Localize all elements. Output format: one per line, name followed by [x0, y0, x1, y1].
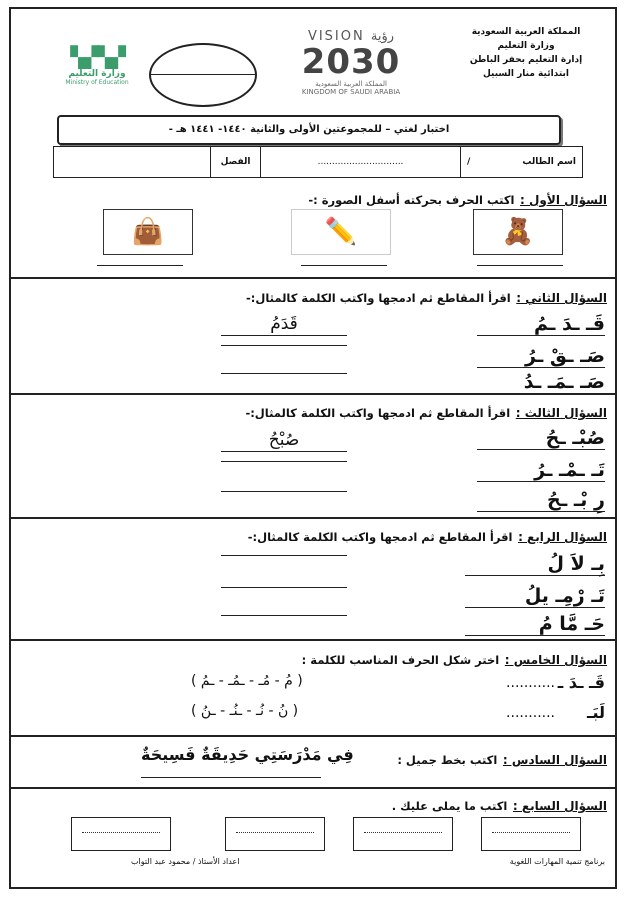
q5-row-1-options: ( مُ - مُـ - ـمُـ - ـمُ ) — [191, 673, 303, 689]
q2-row-1-syllables: قَـ ـدَ ـمُ — [477, 313, 605, 336]
divider — [11, 277, 615, 279]
dictation-box-4[interactable] — [71, 817, 171, 851]
dictation-line — [236, 832, 314, 833]
divider — [11, 639, 615, 641]
q1-label: السؤال الأول : — [520, 193, 607, 207]
q2-label: السؤال الثاني : — [516, 291, 607, 305]
worksheet-page — [9, 7, 617, 889]
bag-icon: 👜 — [131, 217, 165, 247]
student-name-dots: .............................. — [317, 157, 404, 167]
footer-program: برنامج تنمية المهارات اللغوية — [509, 857, 605, 866]
q1-title — [308, 189, 607, 208]
q4-row-1-syllables: بِـ لاَ لُ — [465, 553, 605, 576]
q6-title — [397, 749, 607, 768]
dictation-line — [364, 832, 442, 833]
vision-kingdom-ar: المملكة العربية السعودية — [315, 80, 387, 88]
q5-row-2-blank[interactable]: ........... — [506, 705, 555, 721]
kingdom-text: المملكة العربية السعودية — [471, 27, 581, 37]
exam-title: اختبار لغتي – للمجموعتين الأولى والثانية ١٤٤٠- ١٤٤١ هـ - — [57, 115, 561, 145]
divider — [11, 517, 615, 519]
school-text: ابتدائية منار السبيل — [482, 69, 569, 79]
vision-year: 2030 — [301, 42, 401, 82]
moe-logo-icon: ▚▞▚▞ — [70, 45, 124, 69]
q6-label: السؤال السادس : — [502, 753, 607, 767]
ministry-text: وزارة التعليم — [497, 41, 555, 51]
q4-label: السؤال الرابع : — [518, 530, 607, 544]
q4-row-2-syllables: تَـ رْمِـ يلُ — [465, 585, 605, 608]
q3-text: اقرأ المقاطع ثم ادمجها واكتب الكلمة كالمثال:- — [245, 406, 511, 420]
q7-text: اكتب ما يملى عليك . — [391, 799, 508, 813]
class-label: الفصل — [220, 157, 251, 167]
student-name-slash: / — [467, 157, 471, 167]
q3-row-3-syllables: رِ بْـ ـحُ — [477, 489, 605, 512]
grade-oval — [149, 43, 257, 107]
q4-title — [248, 526, 607, 545]
q3-row-2-syllables: تَـ ـمْـ ـرُ — [477, 459, 605, 482]
vision-2030-logo — [281, 29, 421, 96]
q4-text: اقرأ المقاطع ثم ادمجها واكتب الكلمة كالمثال:- — [247, 530, 513, 544]
admin-text: إدارة التعليم بحفر الباطن — [469, 55, 583, 65]
q4-row-1-answer[interactable] — [221, 555, 347, 556]
q6-sentence: فِي مَدْرَسَتِي حَدِيقَةٌ فَسِيحَةٌ — [141, 745, 354, 764]
dictation-line — [492, 832, 570, 833]
q1-text: اكتب الحرف بحركته أسفل الصورة :- — [308, 193, 515, 207]
q3-row-2-answer[interactable] — [221, 461, 347, 462]
q7-title — [392, 795, 607, 814]
pencil-icon: ✏️ — [324, 217, 358, 247]
q2-row-3-syllables: صَـ ـمَـ ـدُ — [477, 371, 605, 394]
pencil-picture — [291, 209, 391, 255]
divider — [11, 393, 615, 395]
class-field[interactable] — [54, 147, 210, 177]
teddy-bear-picture — [473, 209, 563, 255]
q4-row-2-answer[interactable] — [221, 587, 347, 588]
q5-label: السؤال الخامس : — [504, 653, 607, 667]
q3-title — [245, 402, 607, 421]
q5-title — [302, 649, 607, 668]
q2-row-3-answer[interactable] — [221, 373, 347, 374]
q3-row-1-syllables: صُبْـ ـحُ — [477, 427, 605, 450]
student-name-field[interactable] — [260, 147, 460, 177]
q1-answer-line-2[interactable] — [301, 265, 387, 266]
bag-picture — [103, 209, 193, 255]
q2-row-2-answer[interactable] — [221, 345, 347, 346]
q3-label: السؤال الثالث : — [515, 406, 607, 420]
divider — [11, 735, 615, 737]
teddy-bear-icon: 🧸 — [501, 217, 535, 247]
q1-answer-line-3[interactable] — [97, 265, 183, 266]
q2-text: اقرأ المقاطع ثم ادمجها واكتب الكلمة كالمثال:- — [246, 291, 511, 305]
moe-logo — [57, 45, 137, 86]
q2-title — [246, 287, 607, 306]
q4-row-3-syllables: حَـ مَّا مُ — [465, 613, 605, 636]
q1-answer-line-1[interactable] — [477, 265, 563, 266]
student-name-label: اسم الطالب — [522, 157, 576, 167]
footer-author: اعداد الأستاذ / محمود عبد التواب — [131, 857, 240, 866]
q5-row-2-word: لَبَـ — [586, 703, 605, 722]
student-name-label-cell — [460, 147, 582, 177]
dictation-line — [82, 832, 160, 833]
q5-row-1-blank[interactable]: ........... — [506, 675, 555, 691]
q3-row-3-answer[interactable] — [221, 491, 347, 492]
student-info-row — [53, 146, 583, 178]
moe-logo-sub: Ministry of Education — [65, 79, 129, 86]
moe-logo-text: وزارة التعليم — [68, 69, 126, 79]
divider — [11, 787, 615, 789]
q2-row-2-syllables: صَـ ـقْ ـرُ — [477, 345, 605, 368]
q5-row-2-options: ( نُ - نُـ - ـنُـ - ـنُ ) — [191, 703, 299, 719]
q4-row-3-answer[interactable] — [221, 615, 347, 616]
q5-row-1-word: قَـ ـدَ ـ — [557, 673, 605, 692]
dictation-box-3[interactable] — [225, 817, 325, 851]
header-info — [451, 25, 601, 81]
q5-text: اختر شكل الحرف المناسب للكلمة : — [301, 653, 500, 667]
dictation-box-1[interactable] — [481, 817, 581, 851]
class-label-cell — [210, 147, 260, 177]
vision-kingdom-en: KINGDOM OF SAUDI ARABIA — [301, 88, 401, 96]
q2-row-1-answer[interactable]: قَدَمُ — [221, 313, 347, 336]
q7-label: السؤال السابع : — [512, 799, 607, 813]
vision-ar: رؤية — [370, 29, 395, 44]
q6-answer-line[interactable] — [141, 777, 321, 778]
dictation-box-2[interactable] — [353, 817, 453, 851]
q6-text: اكتب بخط جميل : — [397, 753, 498, 767]
vision-en: VISION — [307, 29, 365, 44]
q3-row-1-answer[interactable]: صُبْحُ — [221, 429, 347, 452]
